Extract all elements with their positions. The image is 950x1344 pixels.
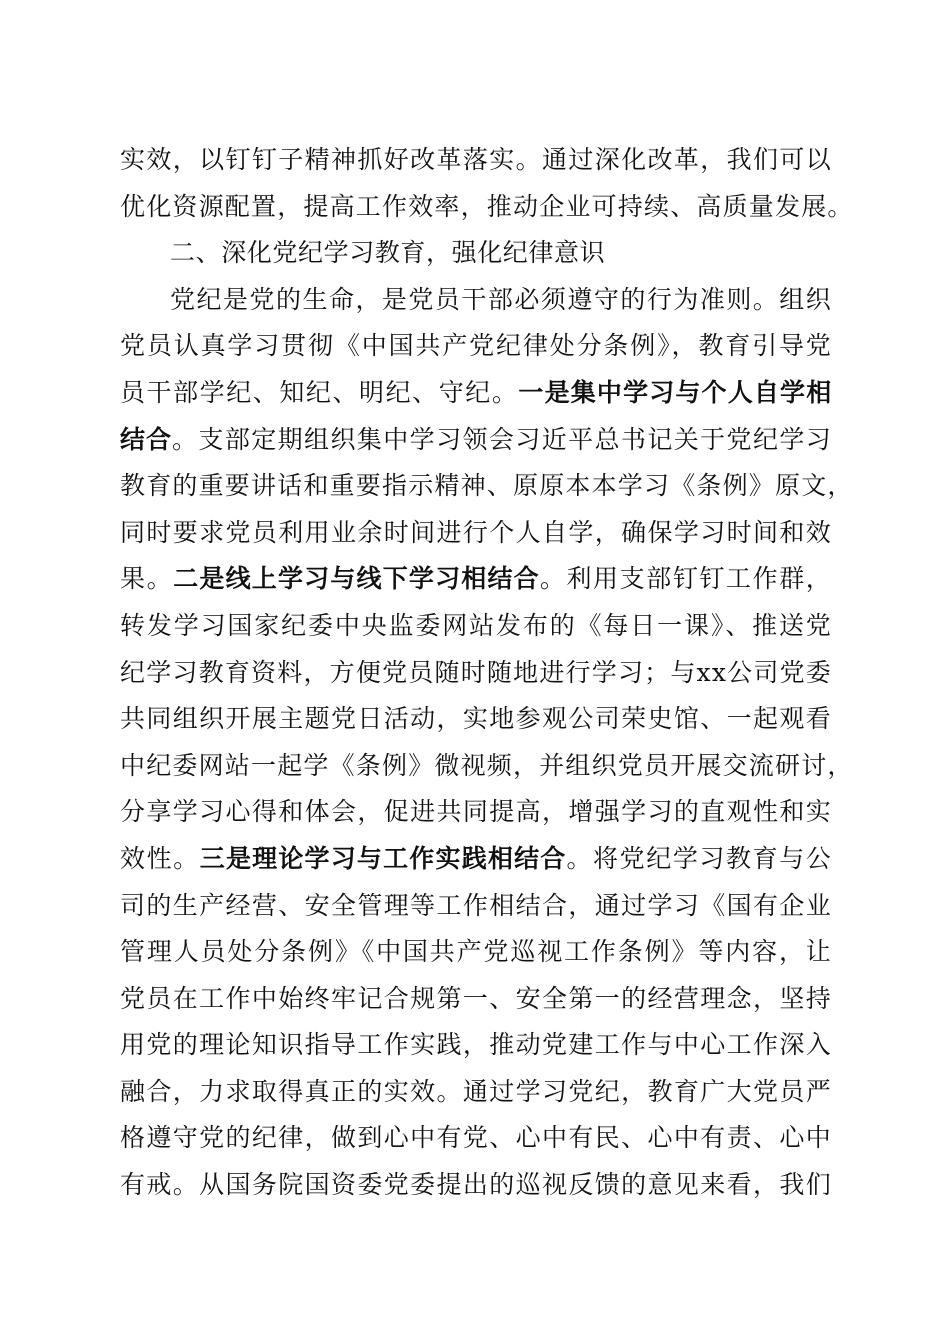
text-run: 效性。 — [120, 843, 200, 873]
text-run: 。支部定期组织集中学习领会习近平总书记关于党纪学习 — [172, 424, 832, 454]
text-line — [120, 417, 832, 464]
text-line: 中纪委网站一起学《条例》微视频，并组织党员开展交流研讨， — [120, 750, 854, 780]
bold-key-point: 三是理论学习与工作实践相结合 — [199, 843, 567, 873]
text-line — [120, 836, 832, 883]
paragraph-continuation — [120, 137, 854, 230]
bold-key-point: 一是集中学习与个人自学相 — [518, 377, 832, 407]
text-line: 党员认真学习贯彻《中国共产党纪律处分条例》，教育引导党 — [120, 331, 832, 361]
text-line: 教育的重要讲话和重要指示精神、原原本本学习《条例》原文， — [120, 471, 854, 501]
text-run: 果。 — [120, 564, 174, 594]
paragraph-party-discipline — [120, 277, 854, 1209]
text-line: 司的生产经营、安全管理等工作相结合，通过学习《国有企业 — [120, 890, 832, 920]
text-line — [120, 370, 832, 417]
text-line: 融合，力求取得真正的实效。通过学习党纪，教育广大党员严 — [120, 1076, 832, 1106]
section-heading: 二、深化党纪学习教育，强化纪律意识 — [170, 238, 606, 268]
text-line: 用党的理论知识指导工作实践，推动党建工作与中心工作深入 — [120, 1030, 832, 1060]
text-line: 实效，以钉钉子精神抓好改革落实。通过深化改革，我们可以 — [120, 145, 832, 174]
text-line: 共同组织开展主题党日活动，实地参观公司荣史馆、一起观看 — [120, 704, 832, 734]
text-line: 分享学习心得和体会，促进共同提高，增强学习的直观性和实 — [120, 797, 832, 827]
text-run: 。利用支部钉钉工作群， — [539, 564, 832, 594]
text-line: 管理人员处分条例》《中国共产党巡视工作条例》等内容，让 — [120, 937, 832, 967]
text-line: 格遵守党的纪律，做到心中有党、心中有民、心中有责、心中 — [120, 1123, 832, 1153]
text-line — [120, 556, 832, 603]
text-line: 同时要求党员利用业余时间进行个人自学，确保学习时间和效 — [120, 517, 832, 547]
text-run: 。将党纪学习教育与公 — [566, 843, 832, 873]
text-line: 优化资源配置，提高工作效率，推动企业可持续、高质量发展。 — [120, 191, 854, 221]
bold-key-point: 结合 — [120, 424, 173, 454]
text-line: 党员在工作中始终牢记合规第一、安全第一的经营理念，坚持 — [120, 983, 832, 1013]
text-line: 党纪是党的生命，是党员干部必须遵守的行为准则。组织 — [170, 284, 832, 314]
bold-key-point: 二是线上学习与线下学习相结合 — [173, 564, 540, 594]
text-line: 转发学习国家纪委中央监委网站发布的《每日一课》、推送党 — [120, 610, 832, 640]
document-body — [120, 137, 854, 1209]
text-run: 员干部学纪、知纪、明纪、守纪。 — [120, 377, 519, 407]
text-line: 纪学习教育资料，方便党员随时随地进行学习；与xx公司党委 — [120, 657, 832, 687]
text-line: 有戒。从国务院国资委党委提出的巡视反馈的意见来看，我们 — [120, 1170, 832, 1200]
